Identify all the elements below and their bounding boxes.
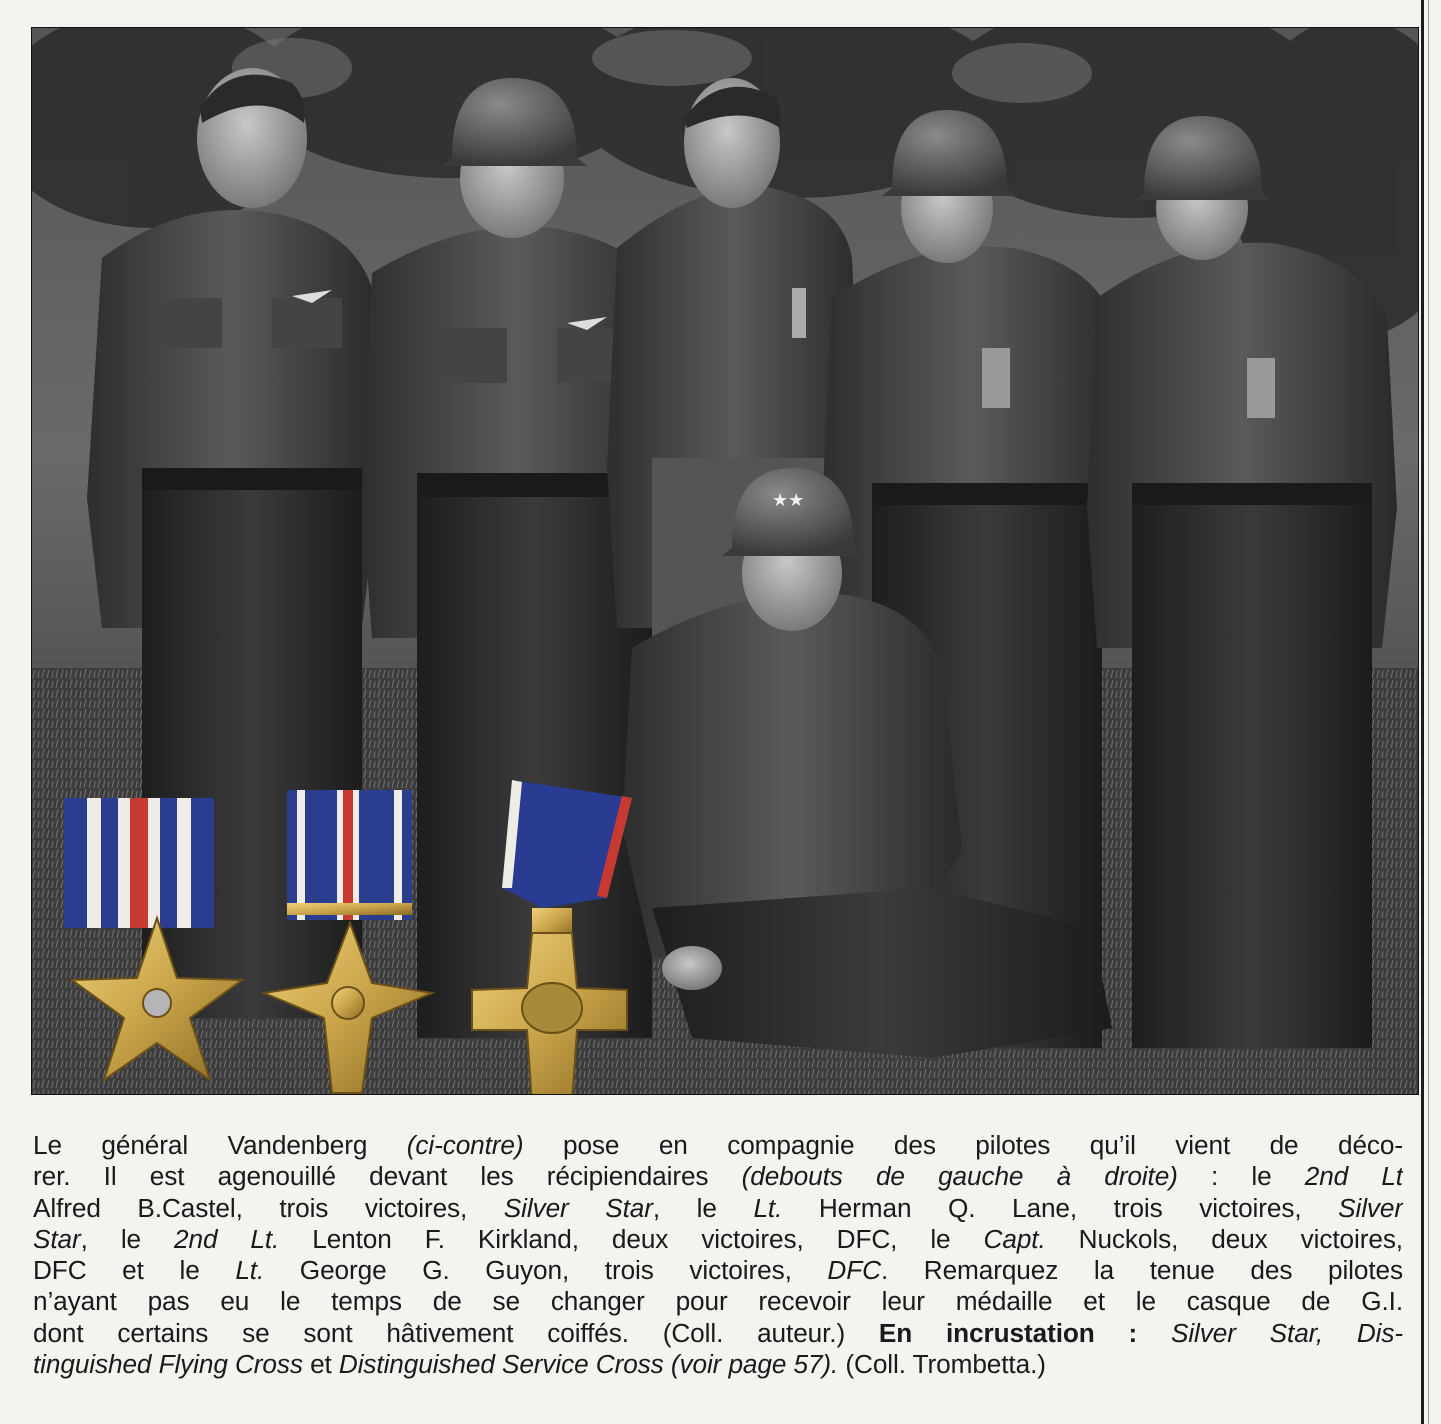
caption-text: Nuckols, deux victoires, xyxy=(1045,1223,1403,1254)
caption-italic-text: Silver Star, Dis- xyxy=(1137,1317,1403,1348)
caption-text xyxy=(664,1349,671,1379)
caption-text: (Coll. Trombetta.) xyxy=(838,1349,1046,1380)
scan-edge-border-thin xyxy=(1428,0,1429,1424)
caption-italic-text: Silver Star xyxy=(503,1192,653,1223)
caption-text: : le xyxy=(1177,1161,1305,1192)
caption-line-4 xyxy=(33,1224,1403,1255)
caption-line-5 xyxy=(33,1255,1403,1286)
caption-line-7 xyxy=(33,1318,1403,1349)
caption-text: Lenton F. Kirkland, deux victoires, DFC, le xyxy=(279,1223,984,1254)
caption-italic-text: Star xyxy=(33,1223,81,1254)
svg-text:★★: ★★ xyxy=(772,490,805,511)
caption-text: Herman Q. Lane, trois victoires, xyxy=(782,1192,1339,1223)
caption-text: DFC et le xyxy=(33,1255,236,1286)
caption-bold-text: En incrustation : xyxy=(878,1317,1138,1348)
caption-italic-text: 2nd Lt. xyxy=(174,1223,280,1254)
caption-italic-text: DFC xyxy=(827,1255,881,1286)
caption-line-8 xyxy=(33,1349,1403,1380)
caption-text: pose en compagnie des pilotes qu’il vient de déco- xyxy=(523,1130,1403,1160)
caption-italic-text: Silver xyxy=(1338,1192,1403,1223)
caption-italic-text: 2nd Lt xyxy=(1304,1161,1403,1192)
historical-photo xyxy=(31,27,1419,1095)
caption-line-3 xyxy=(33,1193,1403,1224)
caption-italic-text: tinguished Flying Cross xyxy=(33,1349,303,1380)
caption-text: et xyxy=(302,1349,339,1380)
photo-illustration xyxy=(32,28,1419,1095)
caption-italic-text: (debouts de gauche à droite) xyxy=(741,1161,1178,1192)
caption-line-1 xyxy=(33,1130,1403,1161)
caption-line-6 xyxy=(33,1286,1403,1317)
caption-text: . Remarquez la tenue des pilotes xyxy=(880,1255,1403,1286)
caption-italic-text: (voir page 57). xyxy=(670,1349,839,1380)
photo-caption xyxy=(33,1130,1403,1380)
caption-text: Le général Vandenberg xyxy=(33,1130,407,1160)
caption-text: rer. Il est agenouillé devant les récipiendaires xyxy=(33,1161,742,1192)
caption-italic-text: Capt. xyxy=(983,1223,1046,1254)
caption-text: George G. Guyon, trois victoires, xyxy=(264,1255,828,1286)
caption-text: , le xyxy=(80,1223,175,1254)
caption-italic-text: Lt. xyxy=(753,1192,783,1223)
caption-line-2 xyxy=(33,1161,1403,1192)
caption-italic-text: Lt. xyxy=(235,1255,265,1286)
caption-text: Alfred B.Castel, trois victoires, xyxy=(33,1192,504,1223)
caption-italic-text: Distinguished Service Cross xyxy=(338,1349,664,1380)
caption-text: , le xyxy=(652,1192,754,1223)
caption-text: dont certains se sont hâtivement coiffés. (Coll. auteur.) xyxy=(33,1317,879,1348)
caption-text: n’ayant pas eu le temps de se changer pour recevoir leur médaille et le casque de G.I. xyxy=(33,1286,1403,1317)
scan-edge-border xyxy=(1421,0,1424,1424)
caption-italic-text: (ci-contre) xyxy=(406,1130,524,1160)
